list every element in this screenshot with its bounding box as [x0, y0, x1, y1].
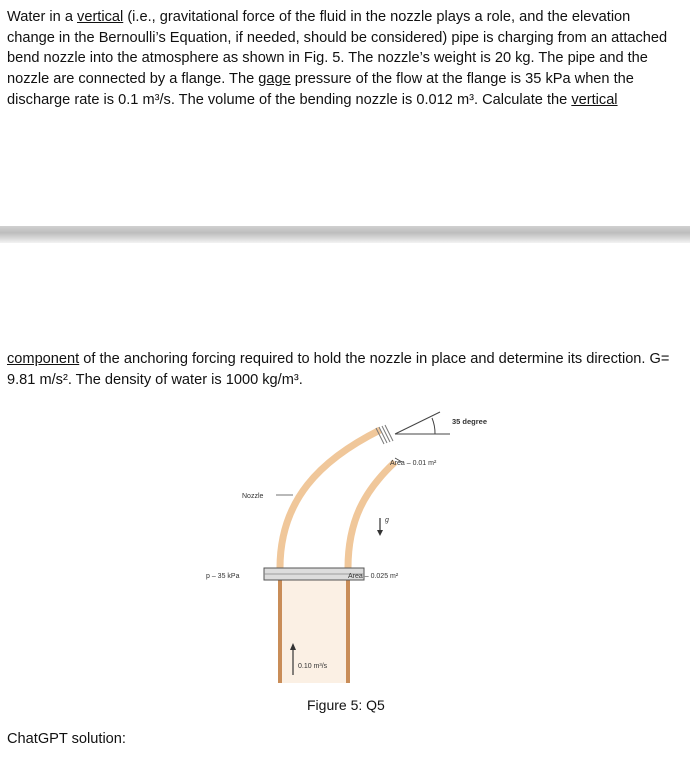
question-line: nozzle are connected by a flange. The gage pressure of the flow at the flange is 35 kPa when the [7, 71, 634, 88]
gravity-label: g [385, 517, 389, 524]
question-line: change in the Bernoulli’s Equation, if needed, should be considered) pipe is charging from an attached [7, 29, 668, 46]
gravity-arrowhead [377, 530, 383, 536]
question-text-part2 [7, 349, 669, 390]
outlet-area-label: Area – 0.01 m² [390, 460, 437, 467]
nozzle-diagram [190, 400, 500, 690]
flow-label: 0.10 m³/s [298, 663, 328, 670]
underlined-word: vertical [77, 9, 124, 25]
question-text-part1 [7, 7, 667, 111]
angle-arc [432, 418, 435, 434]
underlined-word: gage [258, 71, 291, 88]
inlet-area-label: Area – 0.025 m² [348, 573, 399, 580]
question-line: Water in a vertical (i.e., gravitational force of the fluid in the nozzle plays a role, and the elevation [7, 9, 631, 25]
question-line: discharge rate is 0.1 m³/s. The volume of the bending nozzle is 0.012 m³. Calculate the vertical [7, 91, 618, 108]
pressure-label: p – 35 kPa [206, 573, 240, 580]
underlined-word: vertical [571, 91, 618, 108]
question-line: bend nozzle into the atmosphere as shown in Fig. 5. The nozzle’s weight is 20 kg. The pipe and the [7, 50, 648, 67]
solution-label: ChatGPT solution: [7, 731, 126, 747]
question-line: 9.81 m/s². The density of water is 1000 kg/m³. [7, 371, 303, 388]
nozzle-right-wall [348, 462, 395, 568]
figure-caption: Figure 5: Q5 [307, 697, 385, 713]
angle-label: 35 degree [452, 417, 488, 426]
nozzle-label: Nozzle [242, 493, 264, 500]
question-line: component of the anchoring forcing required to hold the nozzle in place and determine its direction. G= [7, 351, 670, 367]
page-break-divider [0, 226, 690, 243]
underlined-word: component [7, 351, 80, 367]
